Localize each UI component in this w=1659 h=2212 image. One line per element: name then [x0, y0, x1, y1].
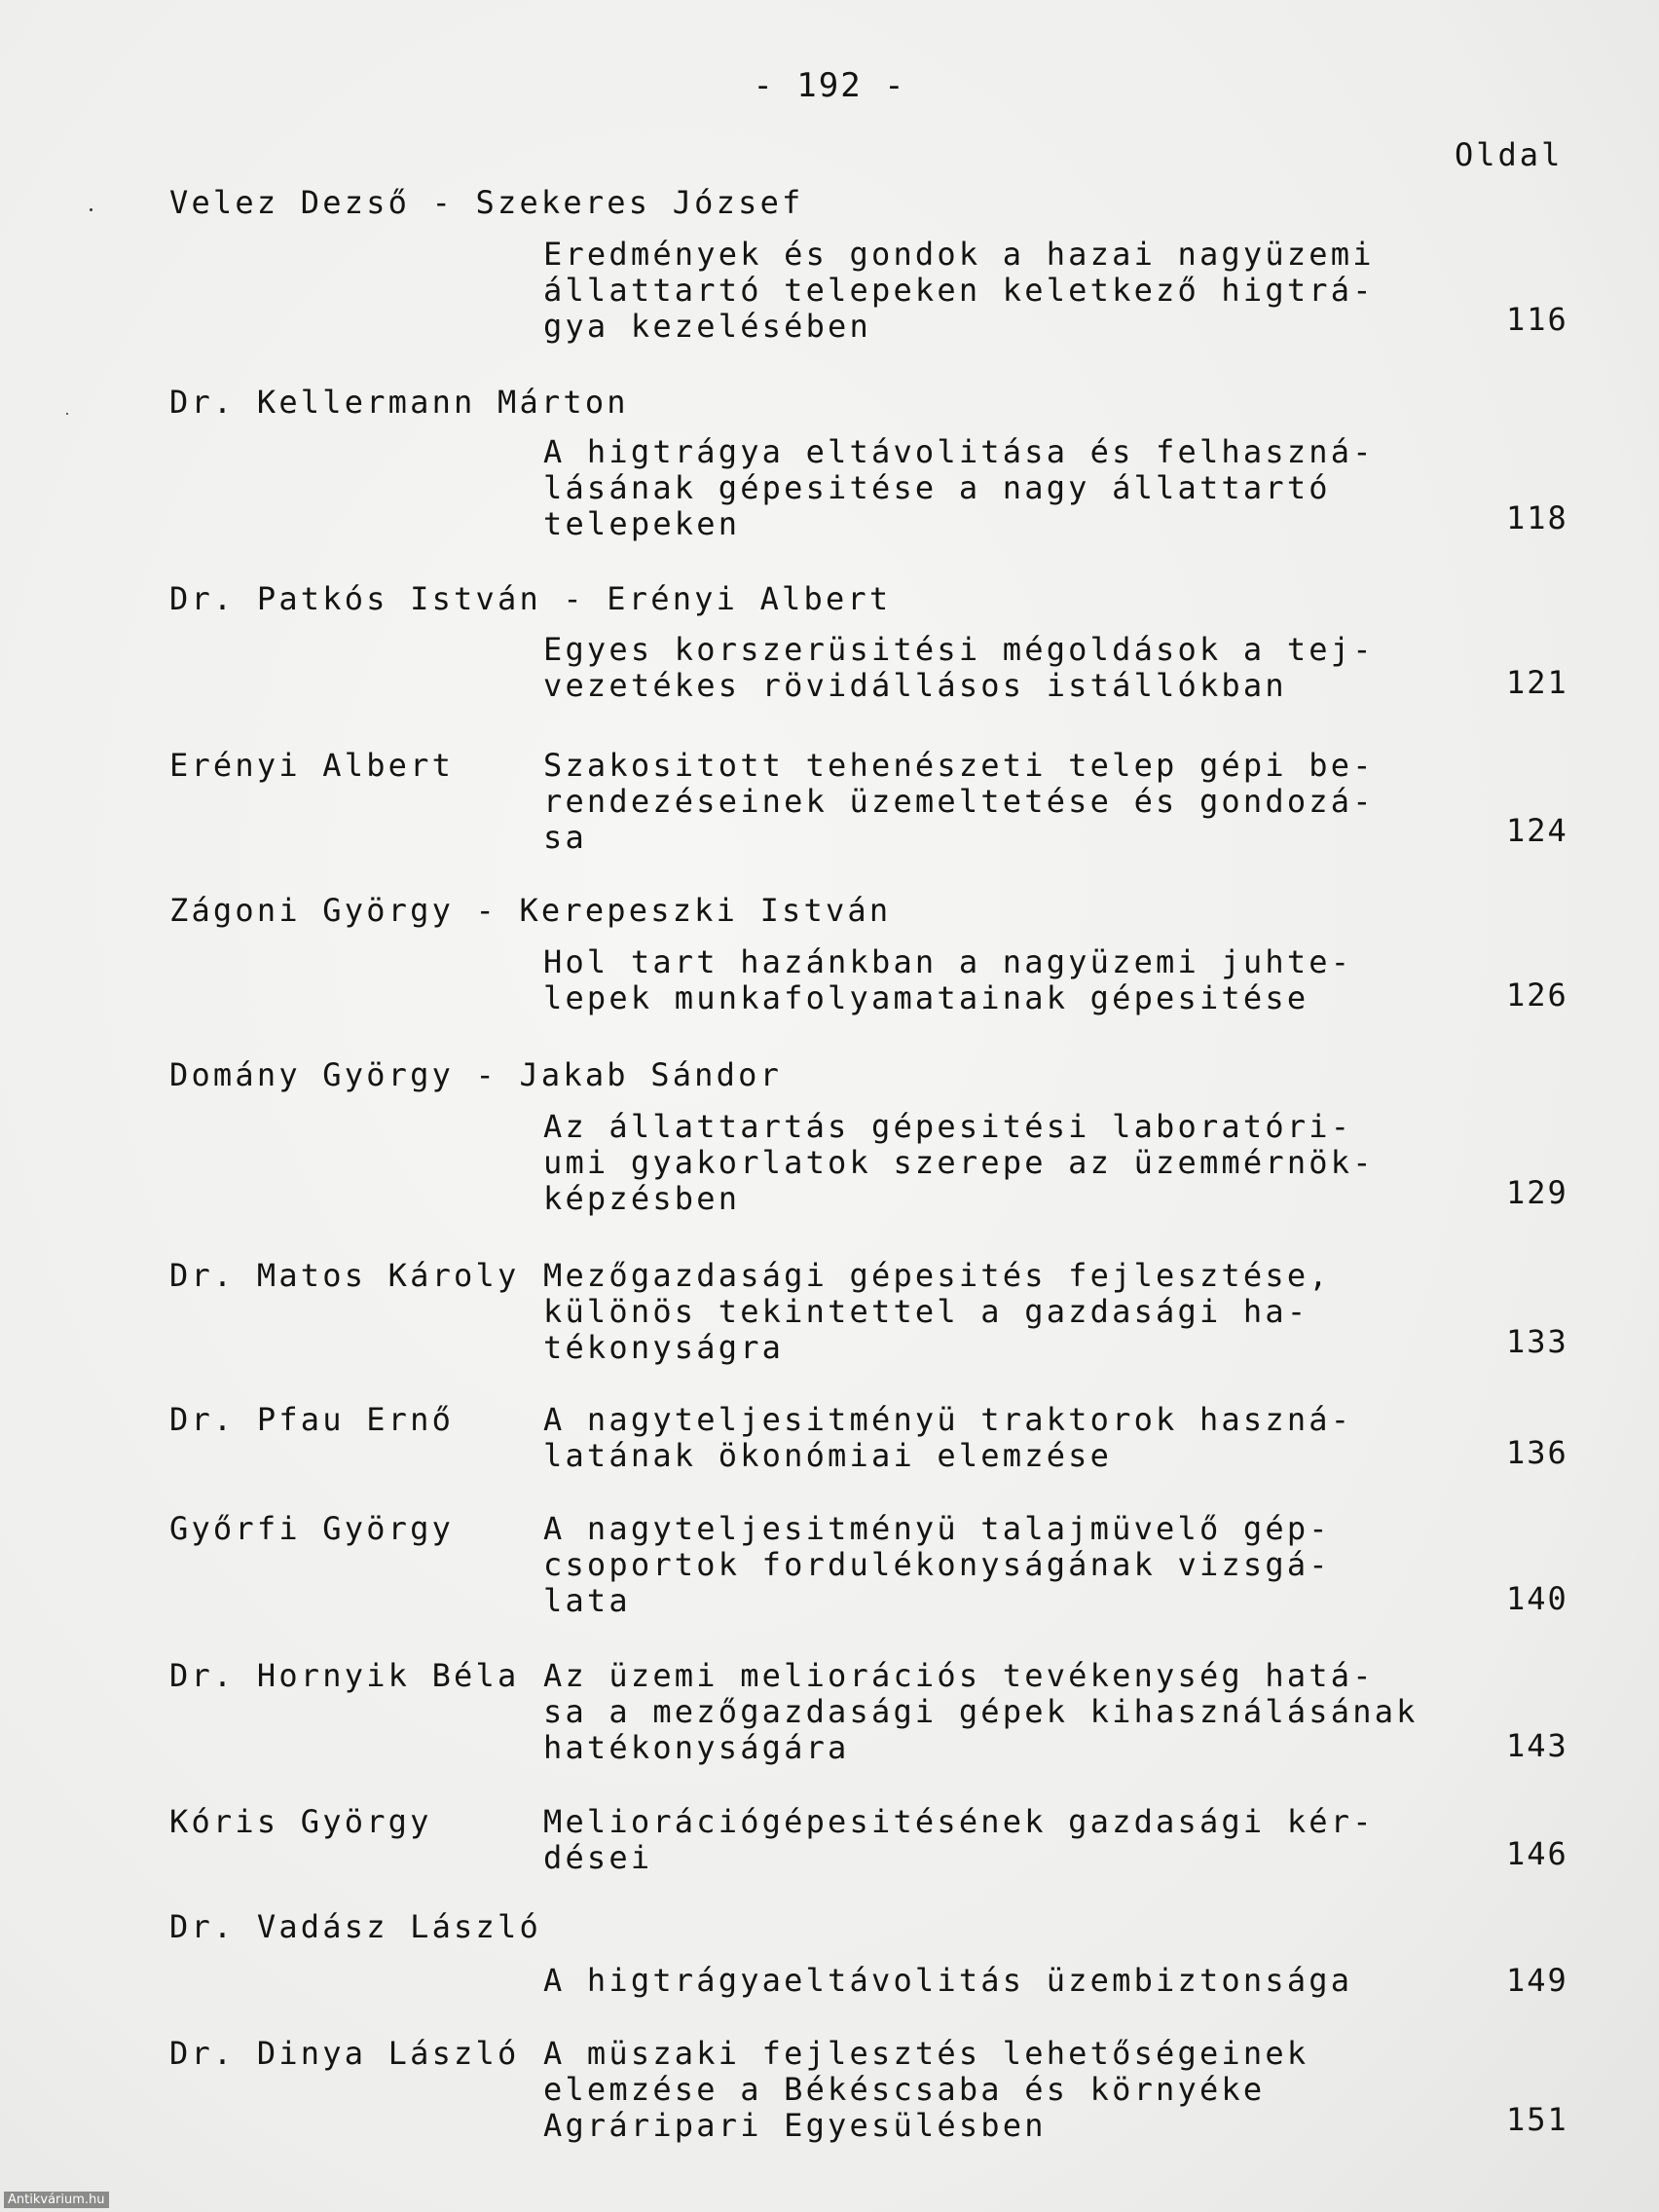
- entry-author: Győrfi György: [169, 1510, 455, 1547]
- entry-title-line: A müszaki fejlesztés lehetőségeinek: [543, 2035, 1309, 2072]
- entry-title-line: latának ökonómiai elemzése: [543, 1437, 1113, 1474]
- entry-title-line: lásának gépesitése a nagy állattartó: [543, 469, 1331, 506]
- entry-title-line: dései: [543, 1839, 653, 1876]
- entry-author: Zágoni György - Kerepeszki István: [169, 892, 892, 929]
- entry-page-number: 124: [1506, 812, 1568, 849]
- entry-page-number: 118: [1506, 499, 1568, 536]
- entry-page-number: 146: [1506, 1835, 1568, 1872]
- entry-author: Velez Dezső - Szekeres József: [169, 184, 804, 221]
- entry-title-line: A nagyteljesitményü traktorok haszná-: [543, 1401, 1353, 1438]
- entry-title-line: sa: [543, 819, 587, 856]
- entry-author: Erényi Albert: [169, 747, 455, 784]
- entry-title-line: Eredmények és gondok a hazai nagyüzemi: [543, 236, 1375, 273]
- entry-page-number: 116: [1506, 301, 1568, 338]
- entry-author: Dr. Kellermann Márton: [169, 384, 629, 421]
- entry-title-line: képzésben: [543, 1180, 741, 1217]
- entry-title-line: Az üzemi meliorációs tevékenység hatá-: [543, 1657, 1375, 1694]
- entry-title-line: hatékonyságára: [543, 1729, 850, 1766]
- entry-title-line: Szakositott tehenészeti telep gépi be-: [543, 747, 1375, 784]
- entry-title-line: Egyes korszerüsitési mégoldások a tej-: [543, 631, 1375, 668]
- scan-speck: [66, 413, 68, 415]
- scan-speck: [90, 208, 92, 211]
- entry-author: Dr. Dinya László: [169, 2035, 520, 2072]
- entry-page-number: 121: [1506, 664, 1568, 701]
- entry-title-line: elemzése a Békéscsaba és környéke: [543, 2071, 1266, 2108]
- entry-title-line: tékonyságra: [543, 1329, 785, 1366]
- entry-page-number: 133: [1506, 1323, 1568, 1360]
- entry-title-line: telepeken: [543, 505, 741, 542]
- entry-title-line: vezetékes rövidállásos istállókban: [543, 667, 1287, 704]
- entry-title-line: Hol tart hazánkban a nagyüzemi juhte-: [543, 943, 1353, 980]
- entry-title-line: A higtrágya eltávolitása és felhaszná-: [543, 433, 1375, 470]
- entry-title-line: Agráripari Egyesülésben: [543, 2107, 1047, 2144]
- entry-page-number: 126: [1506, 977, 1568, 1014]
- entry-author: Kóris György: [169, 1803, 432, 1840]
- entry-title-line: Az állattartás gépesitési laboratóri-: [543, 1108, 1353, 1145]
- entry-author: Dr. Patkós István - Erényi Albert: [169, 580, 892, 617]
- entry-author: Dr. Hornyik Béla: [169, 1657, 520, 1694]
- entry-title-line: lata: [543, 1582, 631, 1619]
- entry-page-number: 143: [1506, 1727, 1568, 1764]
- entry-title-line: csoportok fordulékonyságának vizsgá-: [543, 1546, 1331, 1583]
- entry-title-line: A nagyteljesitményü talajmüvelő gép-: [543, 1510, 1331, 1547]
- entry-title-line: különös tekintettel a gazdasági ha-: [543, 1293, 1309, 1330]
- entry-page-number: 136: [1506, 1434, 1568, 1471]
- column-header-oldal: Oldal: [1455, 136, 1564, 173]
- entry-title-line: umi gyakorlatok szerepe az üzemmérnök-: [543, 1144, 1375, 1181]
- entry-title-line: sa a mezőgazdasági gépek kihasználásának: [543, 1693, 1419, 1730]
- entry-title-line: állattartó telepeken keletkező higtrá-: [543, 272, 1375, 309]
- entry-author: Domány György - Jakab Sándor: [169, 1056, 783, 1093]
- entry-page-number: 151: [1506, 2101, 1568, 2138]
- entry-author: Dr. Matos Károly: [169, 1257, 520, 1294]
- entry-author: Dr. Vadász László: [169, 1908, 541, 1945]
- entry-title-line: gya kezelésében: [543, 308, 871, 345]
- entry-page-number: 140: [1506, 1580, 1568, 1617]
- entry-title-line: Mezőgazdasági gépesités fejlesztése,: [543, 1257, 1331, 1294]
- entry-page-number: 149: [1506, 1962, 1568, 1999]
- entry-author: Dr. Pfau Ernő: [169, 1401, 455, 1438]
- entry-title-line: A higtrágyaeltávolitás üzembiztonsága: [543, 1962, 1353, 1999]
- entry-title-line: lepek munkafolyamatainak gépesitése: [543, 979, 1309, 1016]
- page-number: - 192 -: [753, 66, 906, 105]
- watermark: Antikvárium.hu: [4, 2192, 109, 2208]
- entry-page-number: 129: [1506, 1174, 1568, 1211]
- entry-title-line: rendezéseinek üzemeltetése és gondozá-: [543, 783, 1375, 820]
- entry-title-line: Meliorációgépesitésének gazdasági kér-: [543, 1803, 1375, 1840]
